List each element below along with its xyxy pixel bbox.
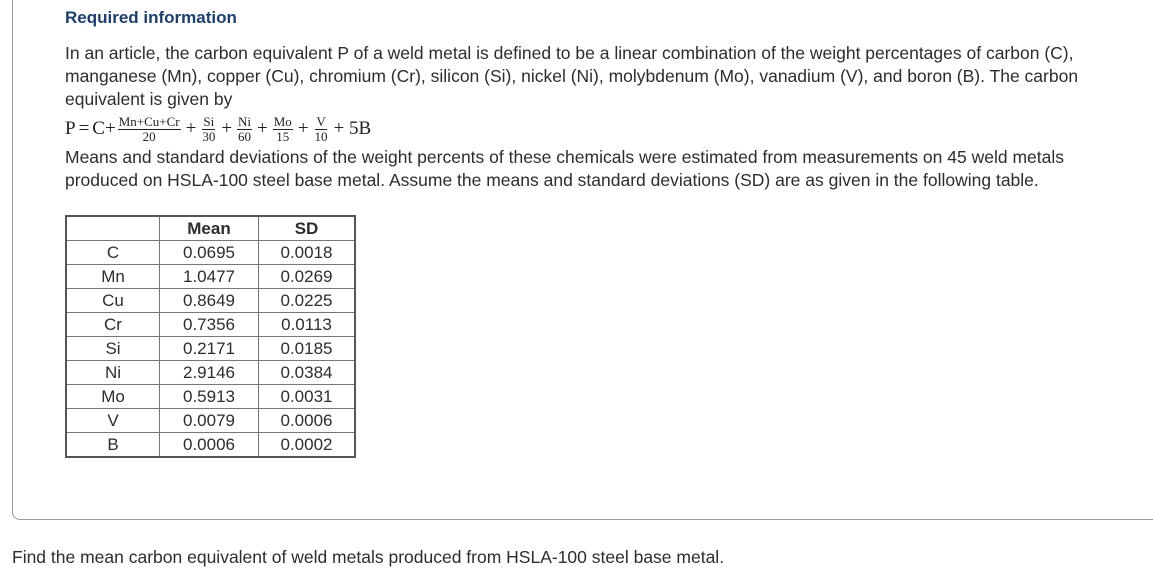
- eq-fraction-v: $\frac{V}{10}$: [314, 113, 328, 144]
- table-row: [66, 313, 355, 337]
- sd-cell: 0.0006: [259, 409, 356, 433]
- element-cell: Cu: [66, 289, 160, 313]
- element-cell: V: [66, 409, 160, 433]
- table-header-sd: SD: [259, 216, 356, 241]
- table-row: [66, 361, 355, 385]
- eq-plus: +: [257, 118, 268, 139]
- sd-cell: 0.0384: [259, 361, 356, 385]
- eq-fraction-mn-cu-cr: $\frac{Mn+Cu+Cr}{20}$: [118, 113, 180, 144]
- mean-cell: 0.0695: [160, 241, 259, 265]
- eq-plus: +: [221, 118, 233, 139]
- element-cell: C: [66, 241, 160, 265]
- eq-fraction-si: $\frac{Si}{30}$: [202, 113, 216, 144]
- eq-plus: +: [185, 118, 197, 139]
- carbon-equivalent-equation: [65, 110, 374, 148]
- mean-cell: 0.2171: [160, 337, 259, 361]
- sd-cell: 0.0002: [259, 433, 356, 458]
- table-row: [66, 265, 355, 289]
- question-text: Find the mean carbon equivalent of weld metals produced from HSLA-100 steel base metal.: [12, 547, 725, 567]
- mean-cell: 0.5913: [160, 385, 259, 409]
- eq-equals: =: [78, 118, 90, 139]
- table-row: [66, 241, 355, 265]
- mean-cell: 2.9146: [160, 361, 259, 385]
- table-row: [66, 385, 355, 409]
- eq-tail: + 5B: [333, 118, 372, 139]
- element-cell: Mo: [66, 385, 160, 409]
- eq-plus: +: [297, 118, 309, 139]
- mean-cell: 0.7356: [160, 313, 259, 337]
- section-heading: Required information: [65, 8, 237, 27]
- mean-cell: 0.8649: [160, 289, 259, 313]
- sd-cell: 0.0031: [259, 385, 356, 409]
- sd-cell: 0.0225: [259, 289, 356, 313]
- element-cell: Ni: [66, 361, 160, 385]
- table-row: [66, 409, 355, 433]
- sd-cell: 0.0018: [259, 241, 356, 265]
- table-header-mean: Mean: [160, 216, 259, 241]
- table-header-cell: [66, 216, 160, 241]
- sd-cell: 0.0185: [259, 337, 356, 361]
- element-cell: Cr: [66, 313, 160, 337]
- eq-carbon: C+: [92, 118, 116, 139]
- mean-cell: 0.0006: [160, 433, 259, 458]
- mean-cell: 0.0079: [160, 409, 259, 433]
- element-cell: Mn: [66, 265, 160, 289]
- intro-paragraph: In an article, the carbon equivalent P of a weld metal is defined to be a linear combination of the weight percentages of carbon (C), manganese (Mn), copper (Cu), chromium (Cr), silicon (Si), nickel (Ni), molybdenum (Mo), vanadium (V), and boron (B). The carbon equivalent is given by: [65, 43, 1079, 109]
- eq-fraction-mo: $\frac{Mo}{15}$: [273, 113, 292, 144]
- sd-cell: 0.0113: [259, 313, 356, 337]
- mean-cell: 1.0477: [160, 265, 259, 289]
- element-cell: B: [66, 433, 160, 458]
- table-header-row: [66, 216, 355, 241]
- eq-lhs: P: [65, 118, 76, 139]
- table-row: [66, 289, 355, 313]
- table-row: [66, 433, 355, 458]
- eq-fraction-ni: $\frac{Ni}{60}$: [238, 113, 252, 144]
- sd-cell: 0.0269: [259, 265, 356, 289]
- element-cell: Si: [66, 337, 160, 361]
- table-row: [66, 337, 355, 361]
- description-paragraph: Means and standard deviations of the weight percents of these chemicals were estimated from measurements on 45 weld metals produced on HSLA-100 steel base metal. Assume the means and standard deviations (SD) are as given in the following table.: [65, 147, 1064, 190]
- chemical-stats-table: [65, 215, 356, 458]
